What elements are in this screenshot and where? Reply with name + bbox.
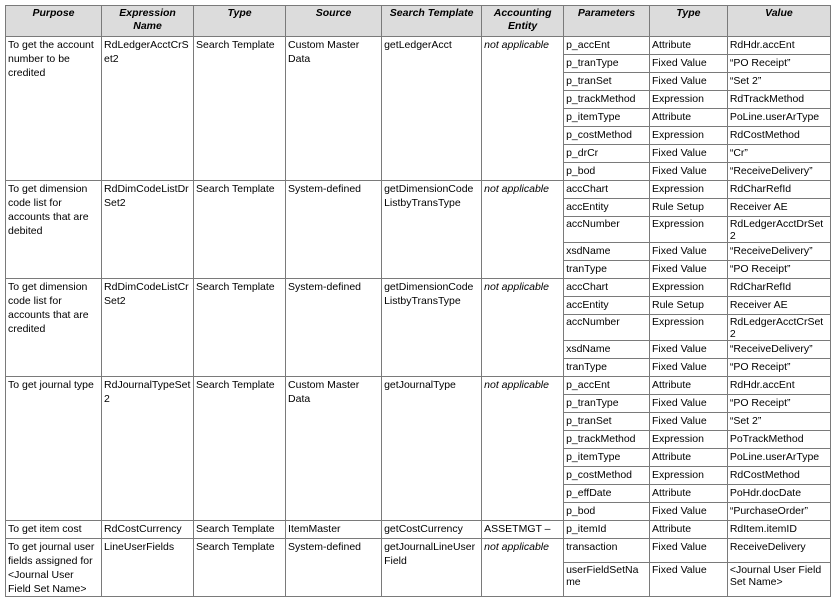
parameter-value-cell: “ReceiveDelivery” [727,243,830,261]
parameter-type-cell: Expression [649,279,727,297]
parameter-type-cell: Fixed Value [649,243,727,261]
parameter-value-cell: PoHdr.docDate [727,485,830,503]
parameter-type-cell: Rule Setup [649,199,727,217]
accounting-entity-cell: not applicable [482,279,564,377]
parameter-cell: p_itemType [564,109,650,127]
parameter-cell: accNumber [564,217,650,243]
parameter-type-cell: Expression [649,431,727,449]
parameter-value-cell: “Set 2” [727,73,830,91]
parameter-type-cell: Expression [649,91,727,109]
parameter-value-cell: “Cr” [727,145,830,163]
header-row [6,6,831,37]
parameter-cell: p_trackMethod [564,91,650,109]
parameter-value-cell: “Set 2” [727,413,830,431]
source-cell: Custom Master Data [286,37,382,181]
parameter-value-cell: RdCostMethod [727,467,830,485]
purpose-cell: To get the account number to be credited [6,37,102,181]
parameter-type-cell: Expression [649,467,727,485]
type-cell: Search Template [194,377,286,521]
parameter-type-cell: Fixed Value [649,395,727,413]
header-search-template: Search Template [382,6,482,37]
parameter-value-cell: “ReceiveDelivery” [727,163,830,181]
header-parameters: Parameters [564,6,650,37]
parameter-type-cell: Fixed Value [649,341,727,359]
parameter-value-cell: RdItem.itemID [727,521,830,539]
parameter-value-cell: RdHdr.accEnt [727,377,830,395]
source-cell: System-defined [286,279,382,377]
purpose-cell: To get item cost [6,521,102,539]
parameter-value-cell: “PO Receipt” [727,261,830,279]
type-cell: Search Template [194,181,286,279]
parameter-type-cell: Attribute [649,485,727,503]
parameter-value-cell: <Journal User Field Set Name> [727,562,830,596]
purpose-cell: To get dimension code list for accounts that are credited [6,279,102,377]
table-row [6,521,831,539]
type-cell: Search Template [194,539,286,597]
parameter-cell: p_itemType [564,449,650,467]
parameter-cell: xsdName [564,341,650,359]
parameter-value-cell: RdTrackMethod [727,91,830,109]
purpose-cell: To get journal type [6,377,102,521]
parameter-value-cell: RdCharRefId [727,279,830,297]
parameter-type-cell: Attribute [649,377,727,395]
parameter-cell: p_tranType [564,55,650,73]
table-row [6,279,831,297]
parameter-cell: p_bod [564,163,650,181]
parameter-value-cell: “PO Receipt” [727,55,830,73]
parameter-cell: transaction [564,539,650,563]
parameter-type-cell: Fixed Value [649,163,727,181]
parameter-cell: p_effDate [564,485,650,503]
parameter-cell: tranType [564,359,650,377]
header-value: Value [727,6,830,37]
parameter-cell: accChart [564,181,650,199]
parameter-type-cell: Fixed Value [649,539,727,563]
search-template-cell: getJournalType [382,377,482,521]
expression-name-cell: LineUserFields [102,539,194,597]
source-cell: System-defined [286,539,382,597]
expression-name-cell: RdJournalTypeSet2 [102,377,194,521]
purpose-cell: To get dimension code list for accounts that are debited [6,181,102,279]
parameter-type-cell: Attribute [649,449,727,467]
search-template-cell: getDimensionCodeListbyTransType [382,181,482,279]
parameter-cell: accEntity [564,297,650,315]
parameter-value-cell: Receiver AE [727,297,830,315]
parameter-cell: accNumber [564,315,650,341]
search-template-cell: getLedgerAcct [382,37,482,181]
parameter-value-cell: “PO Receipt” [727,359,830,377]
parameter-cell: xsdName [564,243,650,261]
parameter-value-cell: PoLine.userArType [727,109,830,127]
header-param-type: Type [649,6,727,37]
parameter-type-cell: Fixed Value [649,562,727,596]
accounting-entity-cell: not applicable [482,181,564,279]
parameter-type-cell: Fixed Value [649,261,727,279]
expression-table [5,5,831,597]
table-row [6,377,831,395]
parameter-type-cell: Fixed Value [649,503,727,521]
parameter-type-cell: Expression [649,181,727,199]
parameter-cell: accEntity [564,199,650,217]
table-row [6,181,831,199]
parameter-type-cell: Fixed Value [649,145,727,163]
source-cell: ItemMaster [286,521,382,539]
parameter-value-cell: PoLine.userArType [727,449,830,467]
parameter-value-cell: RdCharRefId [727,181,830,199]
header-type: Type [194,6,286,37]
parameter-type-cell: Attribute [649,37,727,55]
type-cell: Search Template [194,521,286,539]
parameter-value-cell: RdCostMethod [727,127,830,145]
parameter-type-cell: Attribute [649,109,727,127]
table-row [6,37,831,55]
accounting-entity-cell: not applicable [482,377,564,521]
parameter-value-cell: “PO Receipt” [727,395,830,413]
parameter-value-cell: “PurchaseOrder” [727,503,830,521]
accounting-entity-cell: not applicable [482,37,564,181]
parameter-cell: p_accEnt [564,377,650,395]
parameter-type-cell: Fixed Value [649,55,727,73]
parameter-value-cell: “ReceiveDelivery” [727,341,830,359]
parameter-cell: p_tranType [564,395,650,413]
accounting-entity-cell: not applicable [482,539,564,597]
parameter-cell: p_costMethod [564,127,650,145]
type-cell: Search Template [194,279,286,377]
parameter-value-cell: RdLedgerAcctDrSet2 [727,217,830,243]
header-purpose: Purpose [6,6,102,37]
search-template-cell: getJournalLineUserField [382,539,482,597]
table-body [6,37,831,597]
parameter-type-cell: Expression [649,315,727,341]
search-template-cell: getDimensionCodeListbyTransType [382,279,482,377]
parameter-cell: userFieldSetName [564,562,650,596]
expression-name-cell: RdCostCurrency [102,521,194,539]
table-row [6,539,831,563]
parameter-value-cell: ReceiveDelivery [727,539,830,563]
expression-name-cell: RdDimCodeListDrSet2 [102,181,194,279]
purpose-cell: To get journal user fields assigned for <Journal User Field Set Name> [6,539,102,597]
parameter-value-cell: Receiver AE [727,199,830,217]
parameter-cell: p_trackMethod [564,431,650,449]
type-cell: Search Template [194,37,286,181]
source-cell: Custom Master Data [286,377,382,521]
parameter-type-cell: Fixed Value [649,73,727,91]
parameter-cell: accChart [564,279,650,297]
header-expression-name: Expression Name [102,6,194,37]
parameter-cell: p_drCr [564,145,650,163]
parameter-type-cell: Expression [649,217,727,243]
parameter-cell: p_bod [564,503,650,521]
accounting-entity-cell: ASSETMGT – [482,521,564,539]
parameter-cell: p_tranSet [564,73,650,91]
parameter-cell: p_tranSet [564,413,650,431]
expression-name-cell: RdLedgerAcctCrSet2 [102,37,194,181]
parameter-type-cell: Rule Setup [649,297,727,315]
parameter-type-cell: Fixed Value [649,359,727,377]
parameter-type-cell: Expression [649,127,727,145]
expression-name-cell: RdDimCodeListCrSet2 [102,279,194,377]
parameter-cell: p_itemId [564,521,650,539]
parameter-cell: p_accEnt [564,37,650,55]
header-accounting-entity: Accounting Entity [482,6,564,37]
header-source: Source [286,6,382,37]
parameter-cell: p_costMethod [564,467,650,485]
parameter-value-cell: PoTrackMethod [727,431,830,449]
search-template-cell: getCostCurrency [382,521,482,539]
parameter-value-cell: RdHdr.accEnt [727,37,830,55]
parameter-type-cell: Fixed Value [649,413,727,431]
parameter-cell: tranType [564,261,650,279]
parameter-value-cell: RdLedgerAcctCrSet2 [727,315,830,341]
parameter-type-cell: Attribute [649,521,727,539]
source-cell: System-defined [286,181,382,279]
